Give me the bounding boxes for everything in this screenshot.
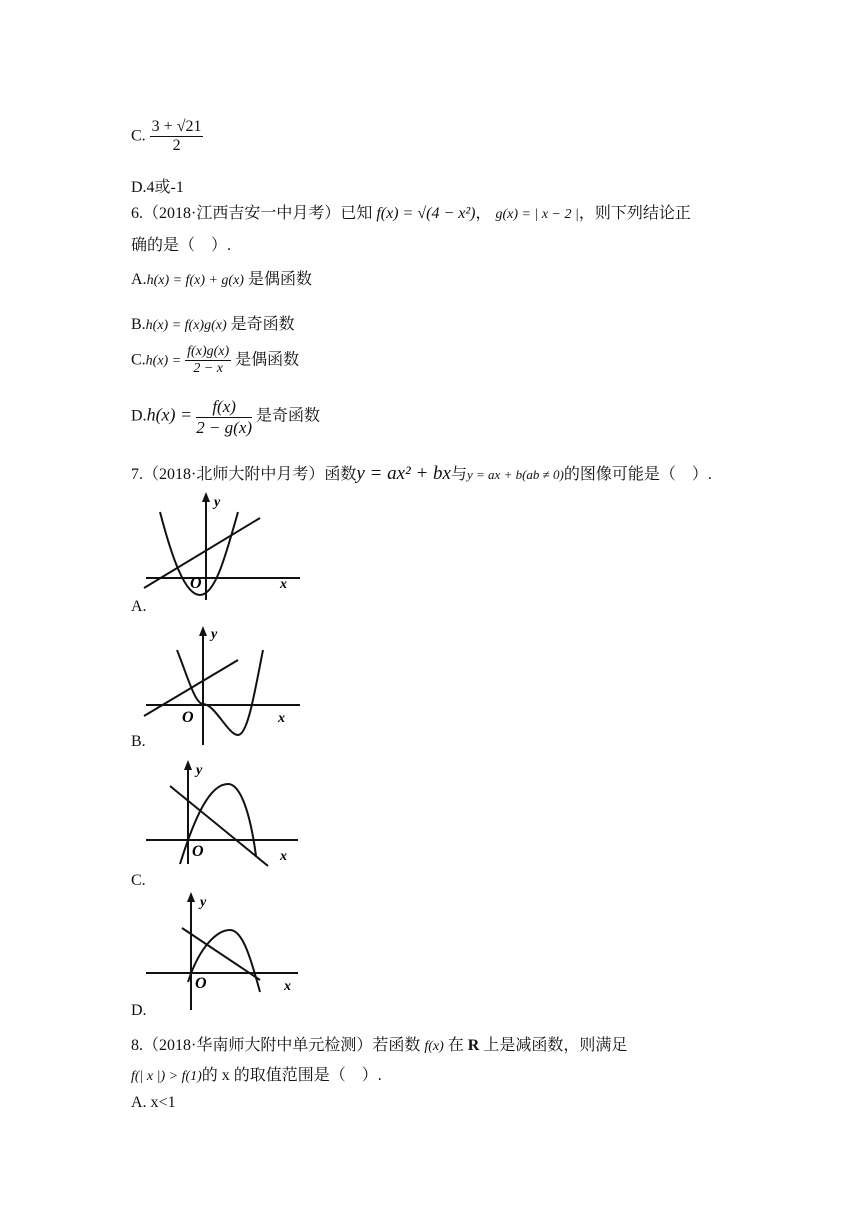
axis-label-x: x: [284, 979, 291, 994]
q8-line2: [131, 1062, 382, 1085]
q6-line2: 确的是（ ）.: [131, 237, 232, 254]
option-c-prev: [131, 118, 203, 156]
option-expr-left: h(x) =: [146, 404, 193, 425]
axis-label-x: x: [280, 577, 287, 592]
fraction: [185, 344, 231, 377]
option-suffix: 是偶函数: [247, 271, 312, 288]
option-suffix: 是奇函数: [230, 316, 295, 333]
graph-a: [140, 488, 310, 608]
graph-d-label: D.: [131, 1002, 147, 1019]
q7-expr2: y = ax + b(ab ≠ 0): [467, 467, 564, 482]
denominator: 2 − g(x): [196, 417, 253, 437]
graph-a-label: A.: [131, 598, 147, 615]
option-suffix: 是奇函数: [256, 407, 321, 425]
q6-line1: [131, 200, 691, 223]
origin-label: O: [195, 975, 207, 992]
axis-label-y: y: [211, 627, 218, 642]
origin-label: O: [190, 575, 202, 592]
q6-sep: ，: [475, 205, 492, 222]
numerator: 3 + √21: [150, 118, 204, 137]
option-label: C.: [131, 127, 146, 145]
q7-line: [131, 461, 712, 485]
q7-head: 7.（2018·北师大附中月考）函数: [131, 466, 357, 483]
numerator: f(x)g(x): [185, 344, 231, 361]
axis-label-x: x: [280, 849, 287, 864]
option-label: A.: [131, 271, 147, 288]
denominator: 2 − x: [193, 361, 223, 377]
origin-label: O: [192, 843, 204, 860]
fraction: [150, 118, 204, 156]
graph-c-label: C.: [131, 872, 146, 889]
q7-mid: 与: [450, 466, 467, 483]
option-label: B.: [131, 316, 146, 333]
option-suffix: 是偶函数: [235, 351, 300, 369]
graph-b-label: B.: [131, 733, 146, 750]
origin-label: O: [182, 709, 194, 726]
option-d-prev: D.4或-1: [131, 179, 184, 196]
option-expr: h(x) = f(x) + g(x): [146, 273, 244, 288]
q8-mid: 在: [447, 1037, 464, 1054]
q6-option-c: [131, 344, 299, 377]
q8-tail: 上是减函数，则满足: [483, 1037, 628, 1054]
q7-expr1: y = ax² + bx: [356, 463, 451, 484]
graph-d: [140, 890, 310, 1020]
q8-R: R: [467, 1037, 480, 1054]
q6-g-def: g(x) = | x − 2 |: [495, 207, 579, 222]
option-expr-left: h(x) =: [145, 353, 182, 369]
q6-head: 6.（2018·江西吉安一中月考）已知: [131, 205, 373, 222]
axis-label-y: y: [214, 495, 221, 510]
axis-label-y: y: [200, 895, 207, 910]
option-label: C.: [131, 351, 146, 369]
option-expr: h(x) = f(x)g(x): [145, 318, 227, 333]
q8-line2-tail: 的 x 的取值范围是（ ）.: [201, 1067, 382, 1084]
q7-tail: 的图像可能是（ ）.: [563, 466, 712, 483]
fraction: [196, 397, 252, 437]
q6-option-a: [131, 266, 312, 289]
graph-b: [140, 620, 310, 750]
q8-head: 8.（2018·华南师大附中单元检测）若函数: [131, 1037, 421, 1054]
q8-option-a: A. x<1: [131, 1094, 176, 1111]
q6-f-def: f(x) = √(4 − x²): [376, 205, 476, 222]
axis-label-y: y: [196, 763, 203, 778]
q6-option-b: [131, 311, 295, 334]
q8-fx: f(x): [424, 1039, 444, 1054]
graph-c: [140, 756, 310, 886]
denominator: 2: [172, 137, 181, 155]
numerator: f(x): [196, 397, 252, 418]
axis-label-x: x: [278, 711, 285, 726]
q8-line1: [131, 1032, 627, 1055]
option-label: D.: [131, 407, 147, 425]
q6-tail: ，则下列结论正: [578, 205, 691, 222]
q8-line2-expr: f(| x |) > f(1): [131, 1069, 202, 1084]
q6-option-d: [131, 397, 320, 437]
